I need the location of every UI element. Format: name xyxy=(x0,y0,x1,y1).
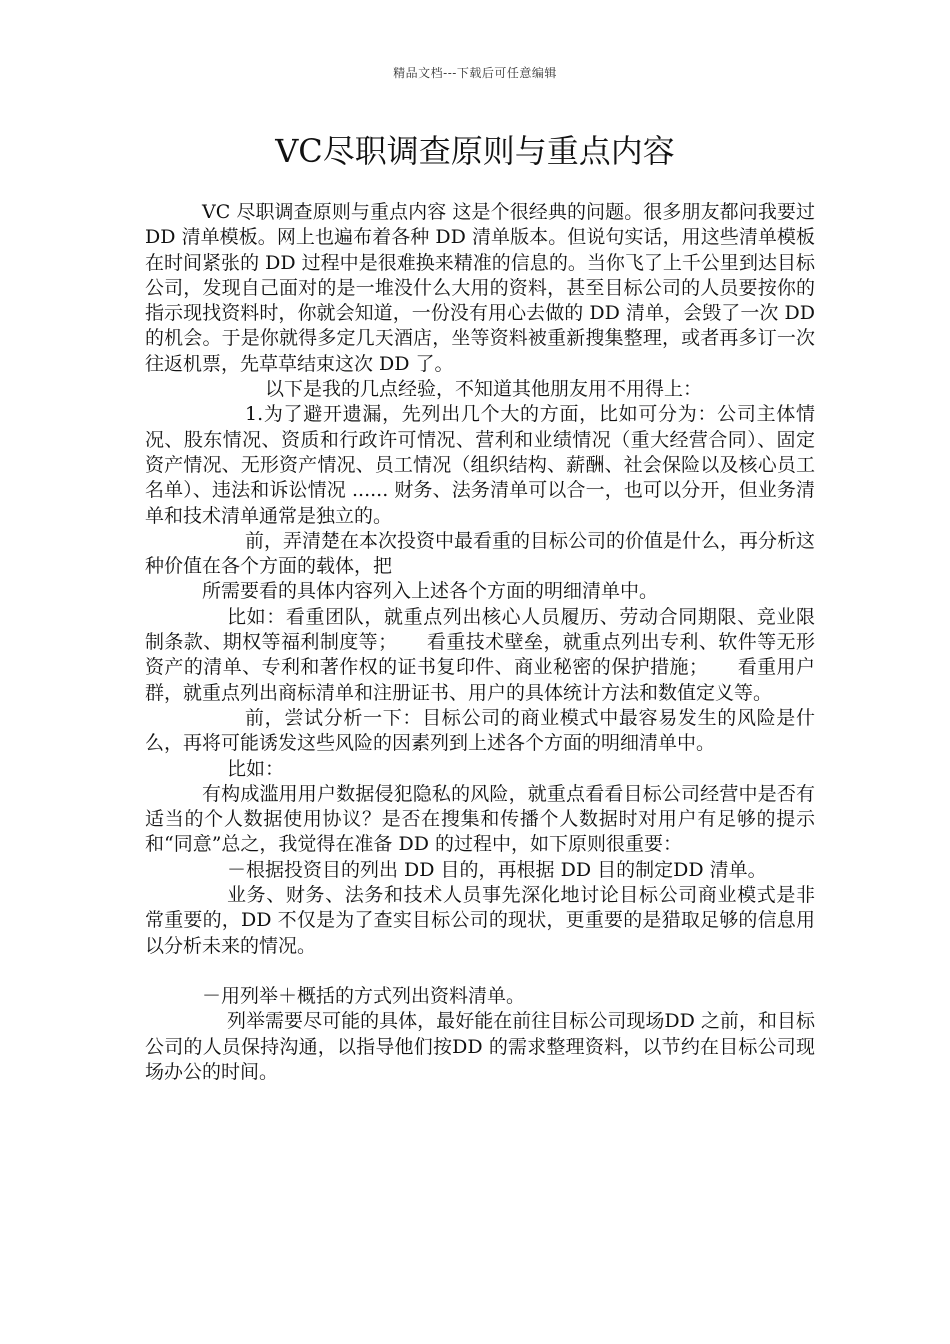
example-label: 比如： xyxy=(227,757,285,780)
example-value-paragraph: 比如：看重团队，就重点列出核心人员履历、劳动合同期限、竞业限制条款、期权等福利制度等； 看重技术壁垒，就重点列出专利、软件等无形资产的清单、专利和著作权的证书复印件、商业秘密的保护措施； 看重用户群，就重点列出商标清单和注册证书、用户的具体统计方法和数值定义等。 xyxy=(145,605,815,704)
experience-intro: 以下是我的几点经验，不知道其他朋友用不用得上： xyxy=(265,378,703,401)
document-title: VC尽职调查原则与重点内容 xyxy=(275,132,675,170)
header-note: 精品文档---下载后可任意编辑 xyxy=(393,66,557,80)
listing-paragraph: 列举需要尽可能的具体，最好能在前往目标公司现场DD 之前，和目标公司的人员保持沟通，以指导他们按DD 的需求整理资料，以节约在目标公司现场办公的时间。 xyxy=(145,1010,815,1083)
document-body xyxy=(145,200,815,1085)
risk-analysis-paragraph: 前，尝试分析一下：目标公司的商业模式中最容易发生的风险是什么，再将可能诱发这些风险的因素列到上述各个方面的明细清单中。 xyxy=(145,706,815,755)
discussion-paragraph: 业务、财务、法务和技术人员事先深化地讨论目标公司商业模式是非常重要的，DD 不仅是为了查实目标公司的现状，更重要的是猎取足够的信息用以分析未来的情况。 xyxy=(145,884,815,957)
value-analysis-paragraph: 前，弄清楚在本次投资中最看重的目标公司的价值是什么，再分析这种价值在各个方面的载体，把 xyxy=(145,529,816,578)
intro-paragraph: VC 尽职调查原则与重点内容 这是个很经典的问题。很多朋友都问我要过 DD 清单模板。网上也遍布着各种 DD 清单版本。但说句实话，用这些清单模板在时间紧张的 DD 过程中是很难换来精准的信息的。当你飞了上千公里到达目标公司，发现自己面对的是一堆没什么大用的资料，甚至目标公司的人员要按你的指示现找资料时，你就会知道，一份没有用心去做的 DD 清单，会毁了一次 DD 的机会。于是你就得多定几天酒店，坐等资料被重新搜集整理，或者再多订一次往返机票，先草草结束这次 DD 了。 xyxy=(145,201,815,375)
privacy-risk-paragraph: 有构成滥用用户数据侵犯隐私的风险，就重点看看目标公司经营中是否有适当的个人数据使用协议？是否在搜集和传播个人数据时对用户有足够的提示和“同意”总之，我觉得在准备 DD 的过程中，如下原则很重要： xyxy=(145,782,815,856)
content-list-paragraph: 所需要看的具体内容列入上述各个方面的明细清单中。 xyxy=(202,580,659,603)
principle-1-paragraph: －根据投资目的列出 DD 目的，再根据 DD 目的制定DD 清单。 xyxy=(227,858,767,881)
point-1-paragraph: 1.为了避开遗漏，先列出几个大的方面，比如可分为：公司主体情况、股东情况、资质和行政许可情况、营利和业绩情况（重大经营合同）、固定资产情况、无形资产情况、员工情况（组织结构、薪酬、社会保险以及核心员工名单）、违法和诉讼情况 ...... 财务、法务清单可以合一，也可以分开，但业务清单和技术清单通常是独立的。 xyxy=(145,403,815,527)
principle-2-paragraph: －用列举＋概括的方式列出资料清单。 xyxy=(202,984,526,1007)
paragraph-gap xyxy=(145,959,815,984)
